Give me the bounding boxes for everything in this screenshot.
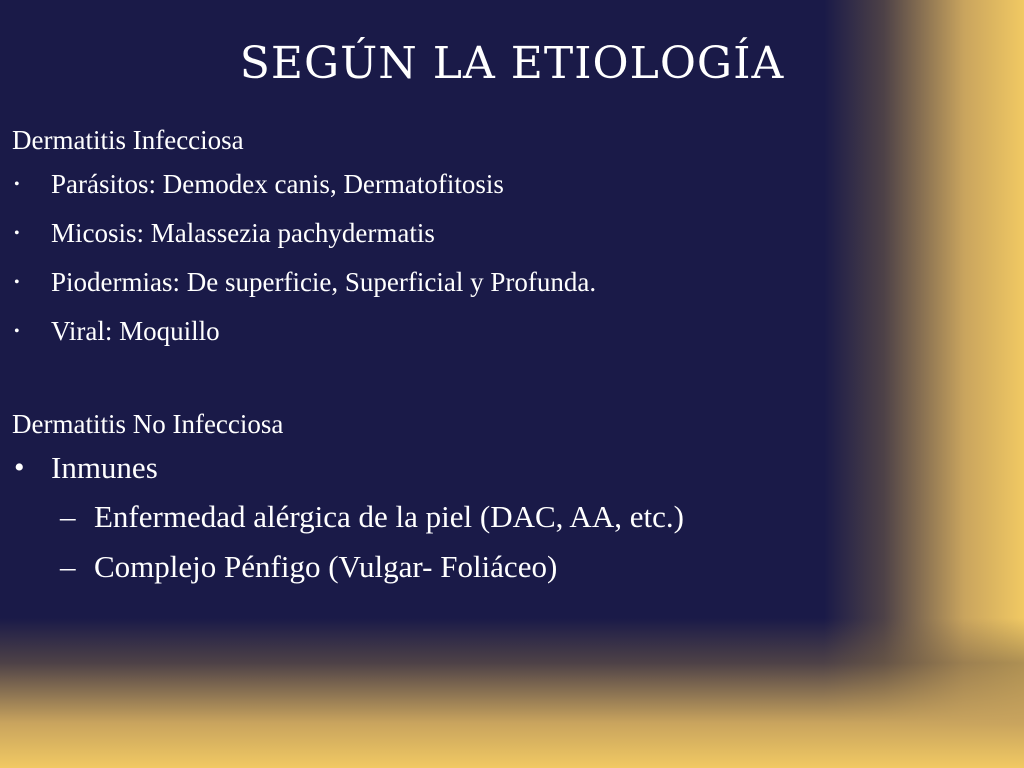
list-item-text: Micosis: Malassezia pachydermatis [51,218,435,248]
sub-list-item [12,542,852,592]
section-heading-infecciosa: Dermatitis Infecciosa [12,125,244,155]
sub-list-item-text: Enfermedad alérgica de la piel (DAC, AA, etc.) [94,499,684,534]
list-item-inmunes [12,444,852,492]
dash-icon: – [60,549,76,584]
gold-frame-bottom [0,618,1024,768]
sub-list-item-text: Complejo Pénfigo (Vulgar- Foliáceo) [94,549,558,584]
bullet-icon: • [14,224,20,242]
sub-list-item [12,492,852,542]
bullet-icon: • [14,273,20,291]
bullet-icon: • [14,322,20,340]
list-item [12,307,852,356]
list-item [12,160,852,209]
list-item-text: Inmunes [51,450,158,485]
bullet-icon: • [14,451,25,484]
list-item-text: Parásitos: Demodex canis, Dermatofitosis [51,169,504,199]
list-item-text: Viral: Moquillo [51,316,220,346]
list-item [12,209,852,258]
section-heading-no-infecciosa: Dermatitis No Infecciosa [12,409,284,439]
spacer [12,356,852,404]
slide-title: SEGÚN LA ETIOLOGÍA [239,38,785,89]
slide-content [12,120,852,592]
bullet-icon: • [14,175,20,193]
list-item [12,258,852,307]
dash-icon: – [60,499,76,534]
list-item-text: Piodermias: De superficie, Superficial y Profunda. [51,267,597,297]
